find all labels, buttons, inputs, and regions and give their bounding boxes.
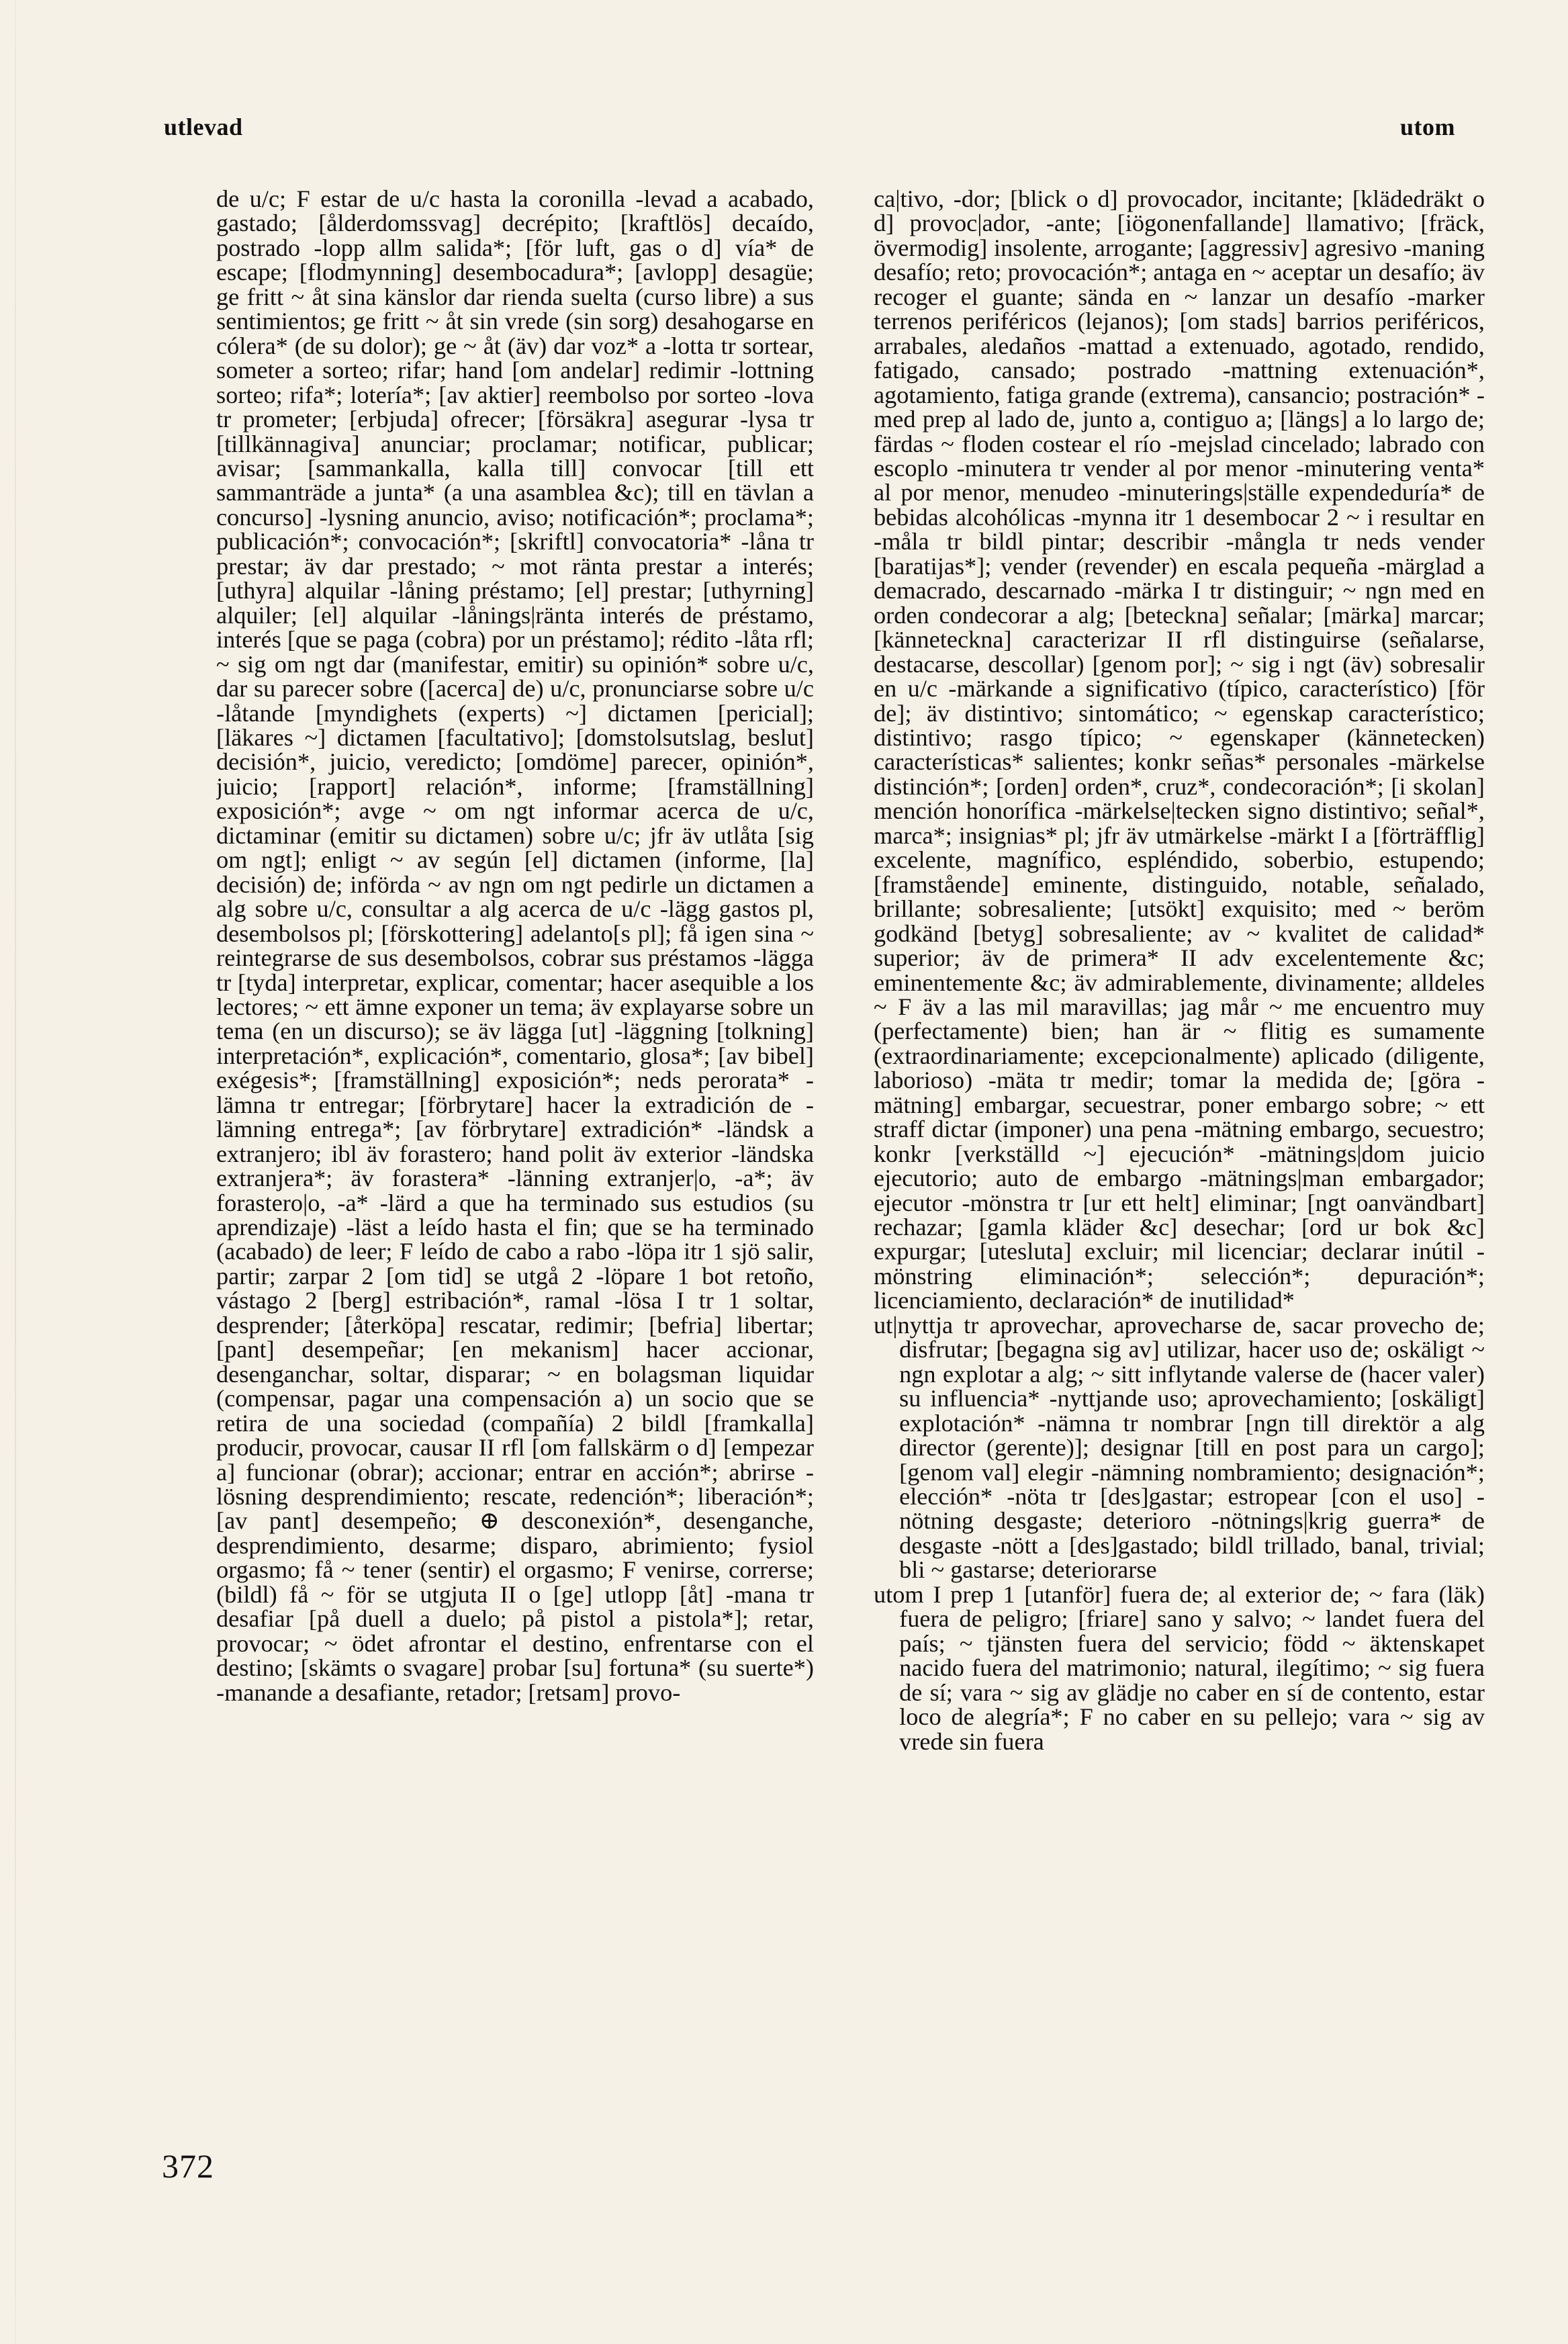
page-number: 372 xyxy=(162,2147,214,2185)
running-head-left: utlevad xyxy=(164,114,243,140)
left-column-text: de u/c; F estar de u/c hasta la coronilla -levad a acabado, gastado; [ålderdomssvag] decrépito; [kraftlös] decaído, postrado -lopp allm salida*; [för luft, gas o d] vía* de escape; [flodmynning] desembocadura*; [avlopp] desagüe; ge fritt ~ åt sina känslor dar rienda suelta (curso libre) a sus sentimientos; ge fritt ~ åt sin vrede (sin sorg) desahogarse en cólera* (de su dolor); ge ~ åt (äv) dar voz* a -lotta tr sortear, someter a sorteo; rifar; hand [om andelar] redimir -lottning sorteo; rifa*; lotería*; [av aktier] reembolso por sorteo -lova tr prometer; [erbjuda] ofrecer; [försäkra] asegurar -lysa tr [tillkännagiva] anunciar; proclamar; notificar, publicar; avisar; [sammankalla, kalla till] convocar [till ett sammanträde a junta* (a una asamblea &c); till en tävlan a concurso] -lysning anuncio, aviso; notificación*; proclama*; publicación*; convocación*; [skriftl] convocatoria* -låna tr prestar; äv dar prestado; ~ mot ränta prestar a interés; [uthyra] alquilar -låning préstamo; [el] prestar; [uthyrning] alquiler; [el] alquilar -lånings|ränta interés de préstamo, interés [que se paga (cobra) por un préstamo]; rédito -låta rfl; ~ sig om ngt dar (manifestar, emitir) su opinión* sobre u/c, dar su parecer sobre ([acerca] de) u/c, pronunciarse sobre u/c -låtande [myndighets (experts) ~] dictamen [pericial]; [läkares ~] dictamen [facultativo]; [domstolsutslag, beslut] decisión*, juicio, veredicto; [omdöme] parecer, opinión*, juicio; [rapport] relación*, informe; [framställning] exposición*; avge ~ om ngt informar acerca de u/c, dictaminar (emitir su dictamen) sobre u/c; jfr äv utlåta [sig om ngt]; enligt ~ av según [el] dictamen (informe, [la] decisión) de; införda ~ av ngn om ngt pedirle un dictamen a alg sobre u/c, consultar a alg acerca de u/c -lägg gastos pl, desembolsos pl; [förskottering] adelanto[s pl]; få igen sina ~ reintegrarse de sus desembolsos, cobrar sus préstamos -lägga tr [tyda] interpretar, explicar, comentar; hacer asequible a los lectores; ~ ett ämne exponer un tema; äv explayarse sobre un tema (en un discurso); se äv lägga [ut] -läggning [tolkning] interpretación*, explicación*, comentario, glosa*; [av bibel] exégesis*; [framställning] exposición*; neds perorata* -lämna tr entregar; [förbrytare] hacer la extradición de -lämning entrega*; [av förbrytare] extradición* -ländsk a extranjero; ibl äv forastero; hand polit äv exterior -ländska extranjera*; äv forastera* -länning extranjer|o, -a*; äv forastero|o, -a* -lärd a que ha terminado sus estudios (su aprendizaje) -läst a leído hasta el fin; que se ha terminado (acabado) de leer; F leído de cabo a rabo -löpa itr 1 sjö salir, partir; zarpar 2 [om tid] se utgå 2 -löpare 1 bot retoño, vástago 2 [berg] estribación*, ramal -lösa I tr 1 soltar, desprender; [återköpa] rescatar, redimir; [befria] libertar; [pant] desempeñar; [en mekanism] hacer accionar, desenganchar, soltar, disparar; ~ en bolagsman liquidar (compensar, pagar una compensación a) un socio que se retira de una sociedad (compañía) 2 bildl [framkalla] producir, provocar, causar II rfl [om fallskärm o d] [empezar a] funcionar (obrar); accionar; entrar en acción*; abrirse -lösning desprendimiento; rescate, redención*; liberación*; [av pant] desempeño; ⊕ desconexión*, desenganche, desprendimiento, desarme; disparo, abrimiento; fysiol orgasmo; få ~ tener (sentir) el orgasmo; F venirse, correrse; (bildl) få ~ för se utgjuta II o [ge] utlopp [åt] -mana tr desafiar [på duell a duelo; på pistol a pistola*]; retar, provocar; ~ ödet afrontar el destino, enfrentarse con el destino; [skämts o svagare] probar [su] fortuna* (su suerte*) -manande a desafiante, retador; [retsam] provo- xyxy=(216,187,814,1706)
right-column-entry-utmana-continued: ca|tivo, -dor; [blick o d] provocador, incitante; [klädedräkt o d] provoc|ador, -ante; [iögonenfallande] llamativo; [fräck, övermodig] insolente, arrogante; [aggressiv] agresivo -maning desafío; reto; provocación*; antaga en ~ aceptar un desafío; äv recoger el guante; sända en ~ lanzar un desafío -marker terrenos periféricos (lejanos); [om stads] barrios periféricos, arrabales, aledaños -mattad a extenuado, agotado, rendido, fatigado, cansado; postrado -mattning extenuación*, agotamiento, fatiga grande (extrema), cansancio; postración* -med prep al lado de, junto a, contiguo a; [längs] a lo largo de; färdas ~ floden costear el río -mejslad cincelado; labrado con escoplo -minutera tr vender al por menor -minutering venta* al por menor, menudeo -minuterings|ställe expendeduría* de bebidas alcohólicas -mynna itr 1 desembocar 2 ~ i resultar en -måla tr bildl pintar; describir -mångla tr neds vender [baratijas*]; vender (revender) en escala pequeña -märglad a demacrado, descarnado -märka I tr distinguir; ~ ngn med en orden condecorar a alg; [beteckna] señalar; [märka] marcar; [känneteckna] caracterizar II rfl distinguirse (señalarse, destacarse, descollar) [genom por]; ~ sig i ngt (äv) sobresalir en u/c -märkande a significativo (típico, característico) [för de]; äv distintivo; sintomático; ~ egenskap característico; distintivo; rasgo típico; ~ egenskaper (kännetecken) características* salientes; konkr señas* personales -märkelse distinción*; [orden] orden*, cruz*, condecoración*; [i skolan] mención honorífica -märkelse|tecken signo distintivo; señal*, marca*; insignias* pl; jfr äv utmärkelse -märkt I a [förträfflig] excelente, magnífico, espléndido, soberbio, estupendo; [framstående] eminente, distinguido, notable, señalado, brillante; sobresaliente; [utsökt] exquisito; med ~ beröm godkänd [betyg] sobresaliente; av ~ kvalitet de calidad* superior; äv de primera* II adv excelentemente &c; eminentemente &c; äv admirablemente, divinamente; alldeles ~ F äv a las mil maravillas; jag mår ~ me encuentro muy (perfectamente) bien; han är ~ flitig es sumamente (extraordinariamente; excepcionalmente) aplicado (diligente, laborioso) -mäta tr medir; tomar la medida de; [göra -mätning] embargar, secuestrar, poner embargo sobre; ~ ett straff dictar (imponer) una pena -mätning embargo, secuestro; konkr [verkställd ~] ejecución* -mätnings|dom juicio ejecutorio; auto de embargo -mätnings|man embargador; ejecutor -mönstra tr [ur ett helt] eliminar; [ngt oanvändbart] rechazar; [gamla kläder &c] desechar; [ord ur bok &c] expurgar; [utesluta] excluir; mil licenciar; declarar inútil -mönstring eliminación*; selección*; depuración*; licenciamiento, declaración* de inutilidad* xyxy=(874,187,1485,1314)
left-column xyxy=(216,187,814,2228)
right-column-entry-utnyttja: ut|nyttja tr aprovechar, aprovecharse de, sacar provecho de; disfrutar; [begagna sig av] utilizar, hacer uso de; oskäligt ~ ngn explotar a alg; ~ sitt inflytande valerse de (hacer valer) su influencia* -nyttjande uso; aprovechamiento; [oskäligt] explotación* -nämna tr nombrar [ngn till direktör a alg director (gerente)]; designar [till en post para un cargo]; [genom val] elegir -nämning nombramiento; designación*; elección* -nöta tr [des]gastar; estropear [con el uso] -nötning desgaste; deterioro -nötnings|krig guerra* de desgaste -nött a [des]gastado; bildl trillado, banal, trivial; bli ~ gastarse; deteriorarse xyxy=(874,1311,1485,1584)
running-head-right: utom xyxy=(1400,114,1455,140)
right-column xyxy=(874,187,1485,2228)
right-column-entry-utom: utom I prep 1 [utanför] fuera de; al exterior de; ~ fara (läk) fuera de peligro; [friare] sano y salvo; ~ landet fuera del país; ~ tjänsten fuera del servicio; född ~ äktenskapet nacido fuera del matrimonio; natural, ilegítimo; ~ sig fuera de sí; vara ~ sig av glädje no caber en sí de contento, estar loco de alegría*; F no caber en su pellejo; vara ~ sig av vrede sin fuera xyxy=(874,1580,1485,1755)
page-edge-shadow xyxy=(15,0,16,2344)
